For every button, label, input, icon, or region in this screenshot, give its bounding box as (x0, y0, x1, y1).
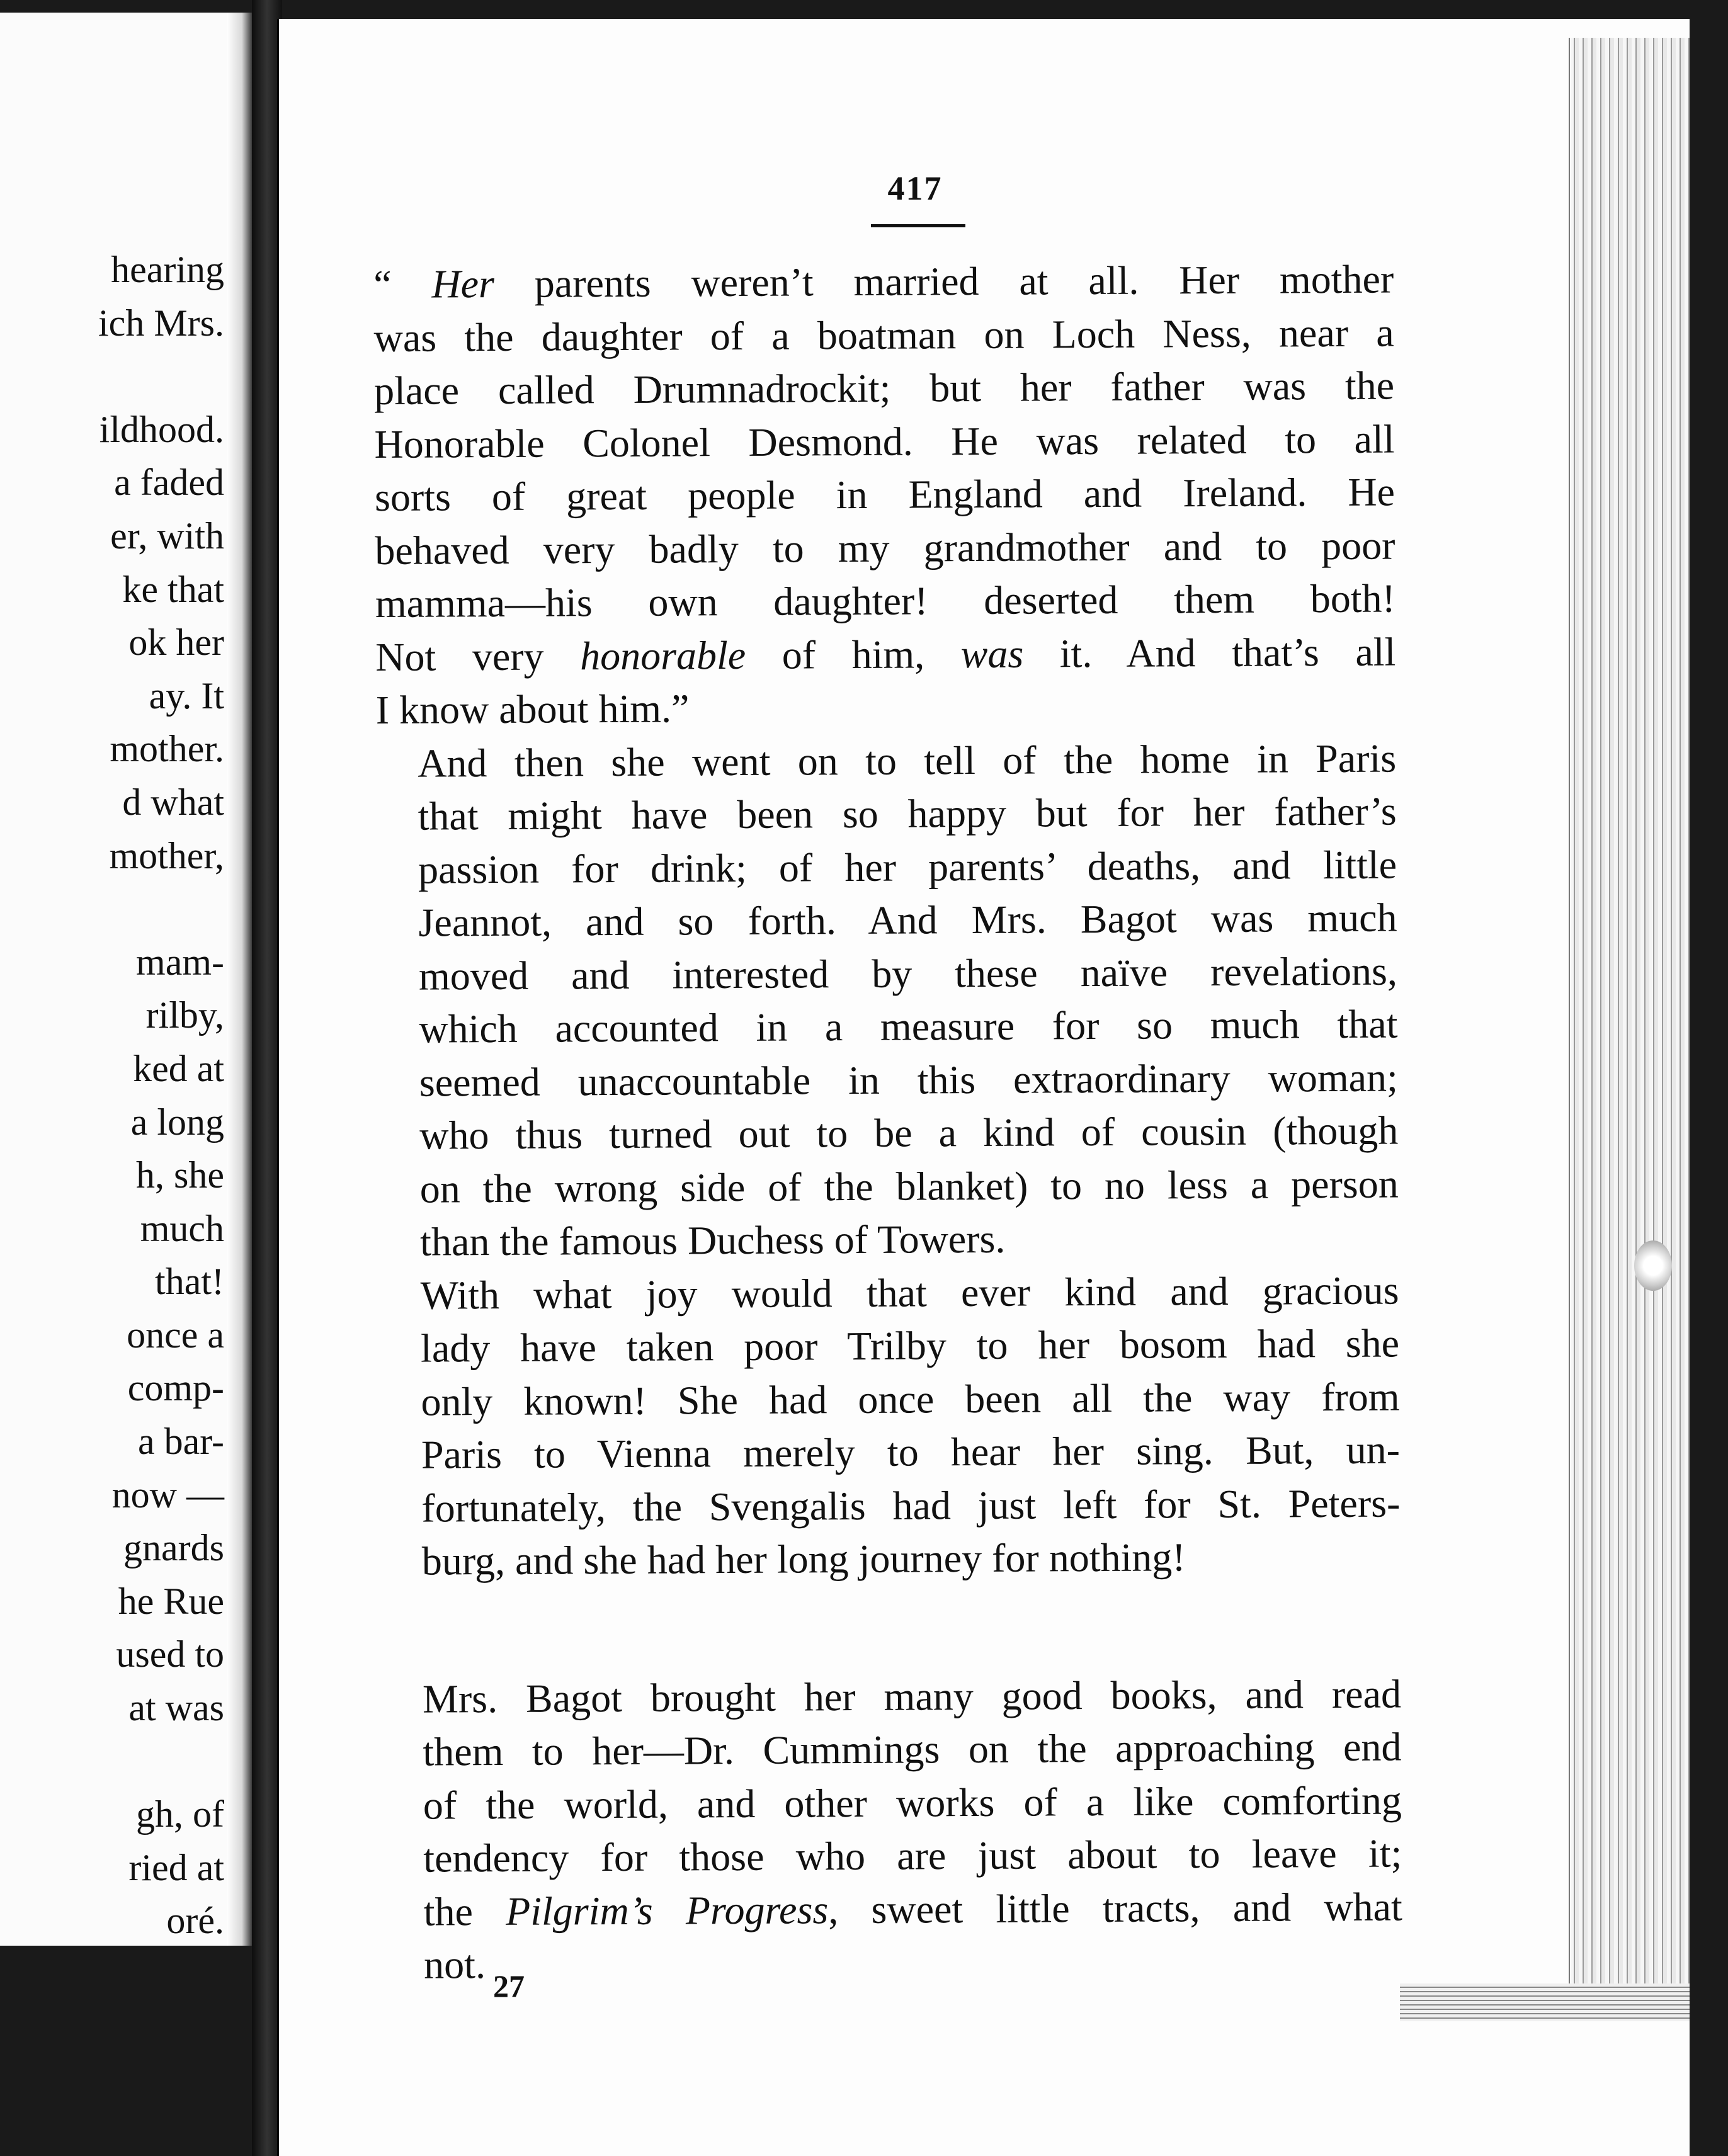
left-page-line: much (140, 1207, 224, 1249)
text-line (378, 1210, 1399, 1269)
left-page-line: a faded (114, 462, 224, 504)
left-page-line: ildhood. (99, 408, 224, 450)
left-page-line: d what (122, 781, 224, 823)
text-line (379, 1317, 1399, 1375)
text-run: Paris to Vienna merely to hear her sing. But, un- (421, 1427, 1401, 1477)
left-page-line (0, 882, 224, 936)
text-line (377, 838, 1397, 897)
left-page-line: a long (130, 1101, 224, 1143)
page-number: 417 (887, 169, 943, 207)
text-run: of the world, and other works of a like comforting (423, 1777, 1402, 1828)
text-run: Not very (375, 633, 581, 679)
text-line (373, 306, 1394, 365)
text-line (376, 785, 1396, 844)
italic-text: was (960, 631, 1024, 676)
text-run: not. (424, 1942, 486, 1987)
italic-text: Pilgrim’s Progress (505, 1886, 829, 1934)
text-run: that might have been so happy but for her father’s (418, 788, 1397, 839)
left-page-line: er, with (110, 514, 224, 557)
left-page-line: ke that (122, 568, 224, 610)
text-line (382, 1827, 1402, 1885)
left-page-line: ok her (128, 621, 224, 664)
left-page-line: mother. (110, 728, 224, 770)
text-run: on the wrong side of the blanket) to no less a person (419, 1160, 1399, 1211)
text-run: Jeannot, and so forth. And Mrs. Bagot was much (418, 895, 1397, 945)
text-run: which accounted in a measure for so much that (419, 1001, 1398, 1052)
right-page (277, 19, 1690, 2156)
left-page-line: ked at (133, 1047, 224, 1089)
left-page-line: mam- (136, 941, 224, 983)
text-run: seemed unaccountable in this extraordinary woman; (419, 1055, 1399, 1105)
left-page-line: now — (111, 1473, 224, 1516)
binding-hole (1634, 1240, 1672, 1291)
text-line (375, 466, 1395, 525)
text-line (380, 1423, 1400, 1482)
left-page-line: that! (155, 1261, 224, 1303)
left-page-line: ried at (128, 1846, 224, 1888)
text-run: Mrs. Bagot brought her many good books, and read (422, 1671, 1402, 1722)
text-run: it. And that’s all (1023, 629, 1396, 676)
left-page-fragment (0, 13, 254, 1946)
text-run: Honorable Colonel Desmond. He was related to all (374, 416, 1395, 467)
left-page-line: at was (128, 1687, 224, 1729)
text-run: burg, and she had her long journey for nothing! (421, 1535, 1186, 1584)
page-stack-bottom-edges (1400, 1983, 1690, 2021)
text-line (378, 1264, 1399, 1322)
text-line (375, 572, 1395, 631)
left-page-line: used to (116, 1633, 224, 1676)
text-run: “ (373, 261, 432, 307)
text-run: them to her—Dr. Cummings on the approaching end (423, 1724, 1402, 1774)
text-run: of him, (746, 631, 961, 678)
left-page-line: he Rue (118, 1580, 224, 1622)
signature-mark: 27 (493, 1968, 525, 2004)
page-number-rule (871, 224, 965, 227)
text-line (373, 253, 1394, 312)
paragraph (373, 253, 1396, 737)
left-page-gutter-shadow (227, 13, 252, 1946)
text-line (378, 1051, 1398, 1109)
text-run: who thus turned out to be a kind of cousin (though (419, 1108, 1399, 1158)
left-page-line: oré. (166, 1900, 224, 1942)
left-page-line: gnards (123, 1527, 224, 1569)
text-line (377, 998, 1397, 1057)
left-page-line: mother, (109, 834, 224, 877)
text-run: was the daughter of a boatman on Loch Ness, near a (373, 310, 1394, 360)
text-run: tendency for those who are just about to leave it; (423, 1830, 1402, 1881)
text-run: , sweet little tracts, and what (828, 1883, 1402, 1932)
paragraph (381, 1667, 1403, 1992)
text-line (375, 625, 1395, 684)
left-page-line: once a (127, 1313, 224, 1356)
text-run: With what joy would that ever kind and gracious (420, 1267, 1399, 1318)
italic-text: honorable (579, 632, 746, 678)
text-line (380, 1529, 1401, 1588)
text-line (374, 360, 1394, 418)
text-run: than the famous Duchess of Towers. (419, 1216, 1006, 1264)
left-page-line: a bar- (137, 1421, 224, 1463)
text-line (377, 945, 1397, 1003)
text-line (376, 732, 1396, 790)
left-page-line: h, she (136, 1154, 224, 1196)
text-run: behaved very badly to my grandmother and to poor (375, 523, 1395, 573)
text-line (382, 1774, 1402, 1832)
text-line (380, 1477, 1400, 1535)
text-line (377, 892, 1397, 950)
text-run: place called Drumnadrockit; but her father was the (373, 363, 1395, 413)
text-run: parents weren’t married at all. Her mother (494, 256, 1394, 306)
text-run: only known! She had once been all the way from (421, 1373, 1400, 1424)
text-run: And then she went on to tell of the home in Paris (418, 735, 1397, 786)
text-line (376, 679, 1396, 737)
paragraph (376, 732, 1399, 1269)
text-line (379, 1370, 1399, 1429)
body-text (373, 253, 1402, 1992)
text-run: passion for drink; of her parents’ deaths, and little (418, 842, 1397, 892)
left-page-line (0, 349, 224, 403)
text-run: lady have taken poor Trilby to her bosom had she (420, 1320, 1400, 1371)
text-line (374, 412, 1394, 471)
text-run: fortunately, the Svengalis had just left for St. Peters- (421, 1480, 1401, 1531)
text-run: mamma—his own daughter! deserted them both! (375, 576, 1396, 626)
text-run: I know about him.” (375, 686, 690, 732)
left-page-text (0, 243, 224, 1946)
text-run: moved and interested by these naïve revelations, (418, 948, 1398, 999)
left-page-line: gh, of (136, 1793, 224, 1835)
italic-text: Her (431, 261, 495, 307)
text-run: the (423, 1888, 506, 1934)
left-page-line: ay. It (149, 674, 224, 717)
left-page-line: rilby, (145, 994, 224, 1036)
left-page-line: hearing (111, 249, 224, 290)
text-run: sorts of great people in England and Ireland. He (374, 469, 1395, 519)
text-line (378, 1157, 1399, 1216)
page-stack-edges (1569, 38, 1690, 2021)
paragraph (378, 1264, 1401, 1588)
text-line (375, 519, 1395, 577)
text-line (382, 1880, 1402, 1939)
text-line (378, 1104, 1398, 1162)
text-line (382, 1933, 1402, 1992)
text-line (381, 1667, 1401, 1726)
left-page-line: ich Mrs. (98, 302, 224, 344)
text-line (381, 1720, 1401, 1779)
left-page-line: comp- (127, 1367, 224, 1409)
left-page-line (0, 1735, 224, 1788)
